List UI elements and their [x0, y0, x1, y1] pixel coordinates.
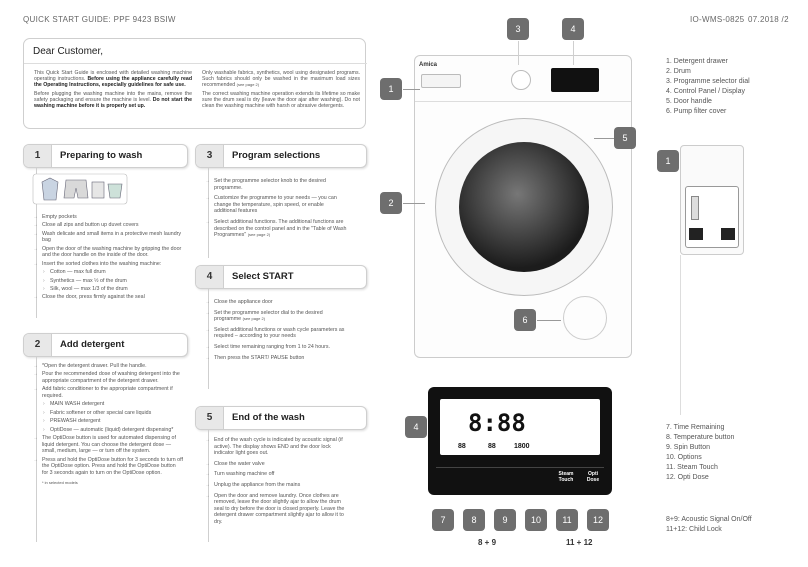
- callout-panel: 4: [405, 416, 427, 438]
- clothes-illustration: [32, 172, 128, 206]
- callout-2: 2: [380, 192, 402, 214]
- s5-item: → Turn washing machine off: [205, 471, 350, 478]
- section-5-number: 5: [196, 407, 224, 429]
- combo-8-9: 8 + 9: [478, 538, 497, 547]
- callout-4: 4: [562, 18, 584, 40]
- pump-filter-cover[interactable]: [563, 296, 607, 340]
- s5-item: → Open the door and remove laundry. Once clothes are removed, leave the door slightly ajar to allow the drum seal to dry before the door is closed properly. Leave the detergent drawer compartment slightly ajar to allow it to dry.: [205, 493, 350, 526]
- section-3-header: [195, 144, 367, 168]
- control-panel: [428, 387, 612, 495]
- section-2-number: 2: [24, 334, 52, 356]
- document-code: IO-WMS-0825: [690, 15, 745, 24]
- s3-item: → Select additional functions. The additional functions are described on the control panel and in the "Table of Wash Programmes" (see page 2): [205, 219, 347, 239]
- opti-dose-button[interactable]: Opti Dose: [586, 471, 600, 483]
- legend-controls: 7. Time Remaining 8. Temperature button 9. Spin Button 10. Options 11. Steam Touch 12. Opti Dose: [666, 424, 735, 481]
- section-4-number: 4: [196, 266, 224, 288]
- section-4-header: [195, 265, 367, 289]
- section-5-header: [195, 406, 367, 430]
- intro-column-left: This Quick Start Guide is enclosed with detailed washing machine operating instructions. Before using the appliance carefully read the Operating Instructions, especially guidelines for safe use. Before plugging the washing machine into the mains, remove the safety packaging and ensure the machine is level. Do not start the washing machine before it is properly set up.: [34, 70, 192, 110]
- s1-item: → Close all zips and button up duvet covers: [33, 222, 183, 229]
- section-5-title: End of the wash: [232, 412, 305, 423]
- section-4-title: Select START: [232, 271, 294, 282]
- lcd-display: [440, 399, 600, 455]
- callout-1-detail: 1: [657, 150, 679, 172]
- drum: [459, 142, 589, 272]
- s2-footnote: * in selected models: [42, 480, 78, 486]
- s2-subitem: › MAIN WASH detergent: [33, 401, 183, 408]
- intro-title: Dear Customer,: [33, 46, 104, 57]
- speed-digits: 1800: [514, 443, 530, 450]
- spin-digits: 88: [488, 443, 496, 450]
- s3-item: → Customize the programme to your needs — you can change the temperature, spin speed, or enable additional features: [205, 195, 347, 215]
- key-8: 8: [463, 509, 485, 531]
- s2-subitem: › OptiDose — automatic (liquid) detergent dispensing*: [33, 427, 183, 434]
- section-3-title: Program selections: [232, 150, 321, 161]
- section-1-header: [23, 144, 188, 168]
- s5-item: → Unplug the appliance from the mains: [205, 482, 350, 489]
- intro-card: [23, 38, 366, 129]
- s5-item: → End of the wash cycle is indicated by acoustic signal (if active). The display shows END and the door lock indicator light goes out.: [205, 437, 350, 457]
- s1-subitem: › Synthetics — max ½ of the drum: [33, 278, 183, 285]
- combo-11-12: 11 + 12: [566, 538, 593, 547]
- key-11: 11: [556, 509, 578, 531]
- time-digits: 8:88: [468, 409, 526, 437]
- detergent-drawer[interactable]: [421, 74, 461, 88]
- s2-subitem: › Fabric softener or other special care liquids: [33, 410, 183, 417]
- brand-logo: Amica: [419, 62, 438, 68]
- s4-item: → Set the programme selector dial to the desired programme (see page 2): [205, 310, 350, 323]
- key-9: 9: [494, 509, 516, 531]
- s2-item: → Add fabric conditioner to the appropriate compartment if required.: [33, 386, 183, 399]
- s2-item: → *Open the detergent drawer. Pull the handle.: [33, 363, 183, 370]
- callout-1: 1: [380, 78, 402, 100]
- s4-item: → Select time remaining ranging from 1 to 24 hours.: [205, 344, 350, 351]
- callout-3: 3: [507, 18, 529, 40]
- key-12: 12: [587, 509, 609, 531]
- s2-subitem: › PREWASH detergent: [33, 418, 183, 425]
- s1-item: → Wash delicate and small items in a protective mesh laundry bag: [33, 231, 183, 244]
- key-10: 10: [525, 509, 547, 531]
- s4-item: → Then press the START/ PAUSE button: [205, 355, 350, 362]
- s4-item: → Close the appliance door: [205, 299, 350, 306]
- programme-dial[interactable]: [511, 70, 531, 90]
- s1-subitem: › Cotton — max full drum: [33, 269, 183, 276]
- callout-6: 6: [514, 309, 536, 331]
- s1-item: → Close the door, press firmly against the seal: [33, 294, 183, 301]
- section-2-title: Add detergent: [60, 339, 125, 350]
- steam-touch-button[interactable]: Steam Touch: [558, 471, 574, 483]
- legend-combos: 8+9: Acoustic Signal On/Off 11+12: Child Lock: [666, 516, 752, 533]
- document-date: 07.2018 /2: [748, 15, 789, 24]
- intro-column-right: Only washable fabrics, synthetics, wool using designated programs. Such fabrics should only be washed in the maximum load sizes recommended (see page 2) The correct washing machine operation extends its lifetime so make sure the drum seal is dry (leave the door ajar after washing). Do not clean the washing machine with harsh or abrasive detergents.: [202, 70, 360, 110]
- legend-parts: 1. Detergent drawer 2. Drum 3. Programme selector dial 4. Control Panel / Display 5. Door handle 6. Pump filter cover: [666, 58, 750, 115]
- s1-item: → Empty pockets: [33, 214, 183, 221]
- s2-item: → Press and hold the OptiDose button for 3 seconds to turn off the OptiDose option. Press and hold the OptiDose button for 3 seconds again to turn on the OptiDose option.: [33, 457, 183, 477]
- s1-item: → Insert the sorted clothes into the washing machine:: [33, 261, 183, 268]
- s5-item: → Close the water valve: [205, 461, 350, 468]
- section-2-header: [23, 333, 188, 357]
- s4-item: → Select additional functions or wash cycle parameters as required – according to your needs: [205, 327, 350, 340]
- section-1-title: Preparing to wash: [60, 150, 143, 161]
- guide-title: QUICK START GUIDE: PPF 9423 BSIW: [23, 15, 176, 24]
- section-3-number: 3: [196, 145, 224, 167]
- mini-display: [551, 68, 599, 92]
- section-1-number: 1: [24, 145, 52, 167]
- callout-5: 5: [614, 127, 636, 149]
- s2-item: → The OptiDose button is used for automated dispensing of liquid detergent. You can choose the detergent dose — small, medium, large — or turn off the system.: [33, 435, 183, 455]
- s3-item: → Set the programme selector knob to the desired programme.: [205, 178, 347, 191]
- key-7: 7: [432, 509, 454, 531]
- detergent-drawer-detail: [680, 145, 744, 255]
- s2-item: → Pour the recommended dose of washing detergent into the appropriate compartment of the detergent drawer.: [33, 371, 183, 384]
- temp-digits: 88: [458, 443, 466, 450]
- s1-subitem: › Silk, wool — max 1/3 of the drum: [33, 286, 183, 293]
- s1-item: → Open the door of the washing machine by gripping the door and the door handle on the inside of the door.: [33, 246, 183, 259]
